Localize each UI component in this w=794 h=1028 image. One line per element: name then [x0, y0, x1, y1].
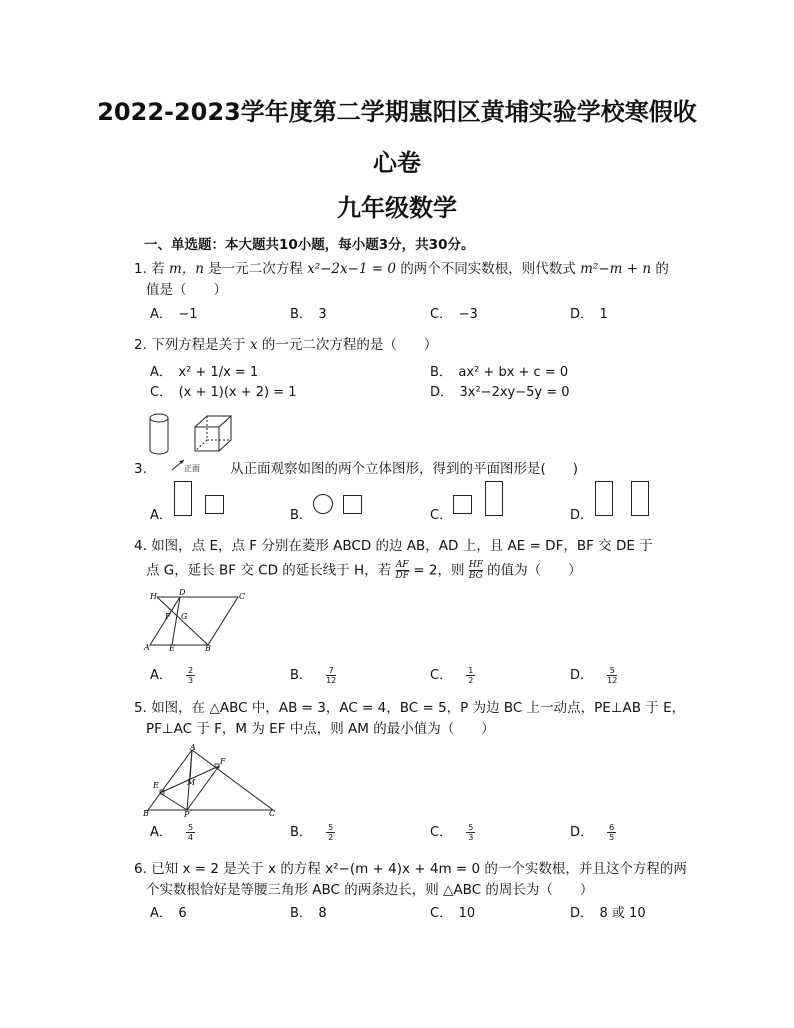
q3-a-tall-rect	[174, 481, 192, 516]
option-label: B．	[290, 825, 312, 840]
q3-option-d[interactable]: D．	[570, 508, 594, 523]
q5-option-d[interactable]	[570, 821, 616, 842]
q3-number: 3.	[134, 461, 147, 477]
q1-equation: x²−2x−1 = 0	[307, 261, 397, 277]
q1-option-a[interactable]: A． −1	[150, 307, 198, 322]
q6-option-d[interactable]: D． 8 或 10	[570, 906, 646, 921]
frac-num: 5	[607, 666, 617, 676]
label-C: C	[239, 592, 246, 601]
q1-text: 若	[151, 261, 165, 277]
option-fraction	[607, 823, 616, 842]
frac-num: 5	[188, 823, 194, 832]
q4-line2-b: 的值为（ ）	[487, 562, 582, 579]
q6-option-a[interactable]: A． 6	[150, 906, 187, 921]
option-fraction	[326, 666, 336, 685]
question-number: 5.	[134, 700, 147, 716]
frac-num: HF	[468, 560, 483, 570]
q5-option-b[interactable]	[290, 821, 335, 842]
frac-den: 4	[188, 833, 194, 842]
q6-option-b[interactable]: B． 8	[290, 906, 327, 921]
q2-option-d[interactable]: D． 3x²−2xy−5y = 0	[430, 385, 570, 400]
q2-option-a[interactable]: A． x² + 1/x = 1	[150, 365, 259, 380]
q3-d-tall-rect-1	[595, 481, 613, 516]
q2-option-b[interactable]: B． ax² + bx + c = 0	[430, 365, 569, 380]
frac-den: BG	[468, 571, 483, 581]
frac-den: 12	[326, 676, 337, 685]
q3-c-square	[453, 495, 472, 514]
option-fraction	[607, 666, 617, 685]
label-F: F	[220, 757, 226, 766]
frac-den: 3	[188, 676, 194, 685]
q3-option-c[interactable]: C．	[430, 508, 453, 523]
q4-eq: = 2，则	[413, 562, 465, 579]
label-P: P	[184, 810, 190, 819]
question-number: 6.	[134, 861, 147, 877]
frac-den: 2	[328, 833, 334, 842]
rhombus-figure	[143, 588, 246, 653]
frac-num: 2	[188, 666, 194, 675]
q4-option-b[interactable]	[290, 664, 336, 685]
label-E: E	[169, 644, 175, 653]
option-fraction	[186, 666, 195, 685]
label-B: B	[205, 644, 211, 653]
q4-option-c[interactable]	[430, 664, 475, 685]
frac-den: 5	[609, 833, 615, 842]
q1-option-d[interactable]: D． 1	[570, 307, 608, 322]
q3-c-tall-rect	[485, 481, 503, 516]
question-4	[134, 536, 653, 556]
question-number: 1.	[134, 261, 147, 277]
q4-option-d[interactable]	[570, 664, 617, 685]
q6-option-c[interactable]: C． 10	[430, 906, 476, 921]
q2-var: x	[249, 337, 258, 353]
label-A: A	[144, 643, 150, 652]
q1-line2: 值是（ ）	[146, 282, 227, 298]
page-title-line2: 心卷	[373, 149, 421, 177]
q2-option-c[interactable]: C． (x + 1)(x + 2) = 1	[150, 385, 297, 400]
question-2	[134, 335, 437, 355]
q6-line2: 个实数根恰好是等腰三角形 ABC 的两条边长，则 △ABC 的周长为（ ）	[146, 882, 594, 898]
q3-d-tall-rect-2	[631, 481, 649, 516]
option-label: C．	[430, 668, 453, 683]
q1-text-c: 的两个不同实数根，则代数式	[400, 261, 576, 277]
q5-line1: 如图，在 △ABC 中，AB = 3，AC = 4，BC = 5，P 为边 BC 上一动点，PE⊥AB 于 E，	[151, 700, 686, 716]
frac-den: 2	[468, 676, 474, 685]
option-fraction	[466, 666, 475, 685]
q1-expression: m²−m + n	[580, 261, 652, 277]
frac-num: AF	[395, 560, 409, 570]
question-3: 从正面观察如图的两个立体图形，得到的平面图形是( )	[230, 461, 579, 477]
frac-num: 5	[468, 823, 474, 832]
question-5	[134, 698, 685, 718]
option-label: D．	[570, 668, 594, 683]
q4-line2	[146, 560, 582, 581]
option-fraction	[186, 823, 195, 842]
triangle-figure	[140, 744, 280, 818]
q3-b-circle	[313, 494, 333, 514]
option-fraction	[466, 823, 475, 842]
frac-num: 1	[468, 666, 474, 675]
label-E: E	[153, 781, 159, 790]
q5-line2: PF⊥AC 于 F，M 为 EF 中点，则 AM 的最小值为（ ）	[146, 721, 495, 737]
frac-num: 7	[326, 666, 336, 676]
frac-den: 12	[607, 676, 618, 685]
q1-option-c[interactable]: C． −3	[430, 307, 478, 322]
option-label: C．	[430, 825, 453, 840]
label-C: C	[269, 809, 276, 818]
label-M: M	[187, 778, 196, 787]
label-G: G	[181, 612, 188, 621]
q1-vars: m，n	[168, 261, 204, 277]
q3-option-b[interactable]: B．	[290, 508, 312, 523]
question-number: 2.	[134, 337, 147, 353]
option-fraction	[326, 823, 335, 842]
frac-num: 5	[328, 823, 334, 832]
frac-den: DF	[395, 571, 409, 581]
question-number: 4.	[134, 538, 147, 554]
option-label: B．	[290, 668, 312, 683]
q3-b-square	[343, 495, 362, 514]
q3-a-square	[205, 495, 224, 514]
q1-text-d: 的	[655, 261, 669, 277]
label-D: D	[179, 588, 186, 597]
label-H: H	[150, 592, 157, 601]
front-view-label: 正面	[184, 464, 200, 473]
page-title: 2022-2023学年度第二学期惠阳区黄埔实验学校寒假收	[97, 98, 697, 126]
option-label: D．	[570, 825, 594, 840]
section-heading: 一、单选题：本大题共10小题，每小题3分，共30分。	[144, 237, 475, 253]
q4-option-a[interactable]	[150, 664, 195, 685]
q3-option-a[interactable]: A．	[150, 508, 172, 523]
q4-line2-a: 点 G，延长 BF 交 CD 的延长线于 H，若	[146, 562, 392, 579]
q2-text: 下列方程是关于	[151, 337, 246, 353]
q2-text-b: 的一元二次方程的是（ ）	[261, 337, 438, 353]
q5-option-c[interactable]	[430, 821, 475, 842]
option-label: A．	[150, 825, 172, 840]
q5-option-a[interactable]	[150, 821, 195, 842]
frac-num: 6	[609, 823, 615, 832]
frac-den: 3	[468, 833, 474, 842]
q1-option-b[interactable]: B． 3	[290, 307, 327, 322]
q4-fraction-af-df	[396, 560, 409, 581]
q4-line1: 如图，点 E，点 F 分别在菱形 ABCD 的边 AB，AD 上，且 AE = DF，BF 交 DE 于	[151, 538, 653, 554]
q1-text-b: 是一元二次方程	[208, 261, 303, 277]
label-B: B	[143, 809, 149, 818]
label-A: A	[190, 743, 196, 752]
label-F: F	[165, 612, 171, 621]
question-6	[134, 859, 687, 879]
option-label: A．	[150, 668, 172, 683]
q6-line1: 已知 x = 2 是关于 x 的方程 x²−(m + 4)x + 4m = 0 的一个实数根，并且这个方程的两	[151, 861, 687, 877]
subject-title: 九年级数学	[337, 194, 457, 222]
question-1	[134, 259, 669, 279]
q4-fraction-hf-bg	[469, 560, 483, 581]
